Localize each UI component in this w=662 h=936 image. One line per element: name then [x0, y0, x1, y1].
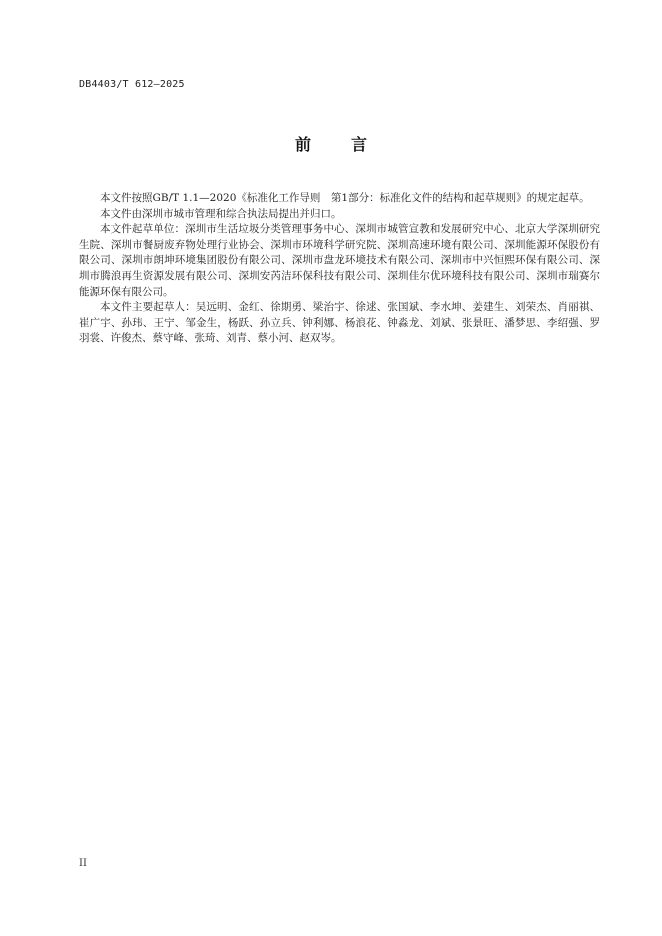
foreword-body	[79, 191, 600, 347]
document-id: DB4403/T 612—2025	[79, 79, 185, 90]
paragraph-drafting-units: 本文件起草单位：深圳市生活垃圾分类管理事务中心、深圳市城管宣教和发展研究中心、北京大学深圳研究生院、深圳市餐厨废弃物处理行业协会、深圳市环境科学研究院、深圳高速环境有限公司、深圳能源环保股份有限公司、深圳市朗坤环境集团股份有限公司、深圳市盘龙环境技术有限公司、深圳市中兴恒熙环保有限公司、深圳市腾浪再生资源发展有限公司、深圳安芮洁环保科技有限公司、深圳佳尔优环境科技有限公司、深圳市瑞赛尔能源环保有限公司。	[79, 223, 600, 298]
title-char-1: 前	[294, 135, 311, 154]
paragraph-proposer: 本文件由深圳市城市管理和综合执法局提出并归口。	[100, 207, 342, 220]
page-number: II	[79, 858, 87, 869]
page-title	[0, 132, 662, 155]
title-char-2: 言	[351, 135, 368, 154]
paragraph-drafting-rules: 本文件按照GB/T 1.1—2020《标准化工作导则 第1部分：标准化文件的结构和起草规则》的规定起草。	[100, 192, 590, 204]
paragraph-main-drafters: 本文件主要起草人：吴远明、金红、徐期勇、梁治宇、徐逑、张国斌、李水坤、姜建生、刘荣杰、肖丽祺、崔广宇、孙玮、王宁、邹金生，杨跃、孙立兵、钟利娜、杨浪花、钟淼龙、刘斌、张景旺、潘梦思、李绍强、罗羽裳、许俊杰、蔡守峰、张琦、刘青、蔡小河、赵双岑。	[79, 301, 600, 345]
